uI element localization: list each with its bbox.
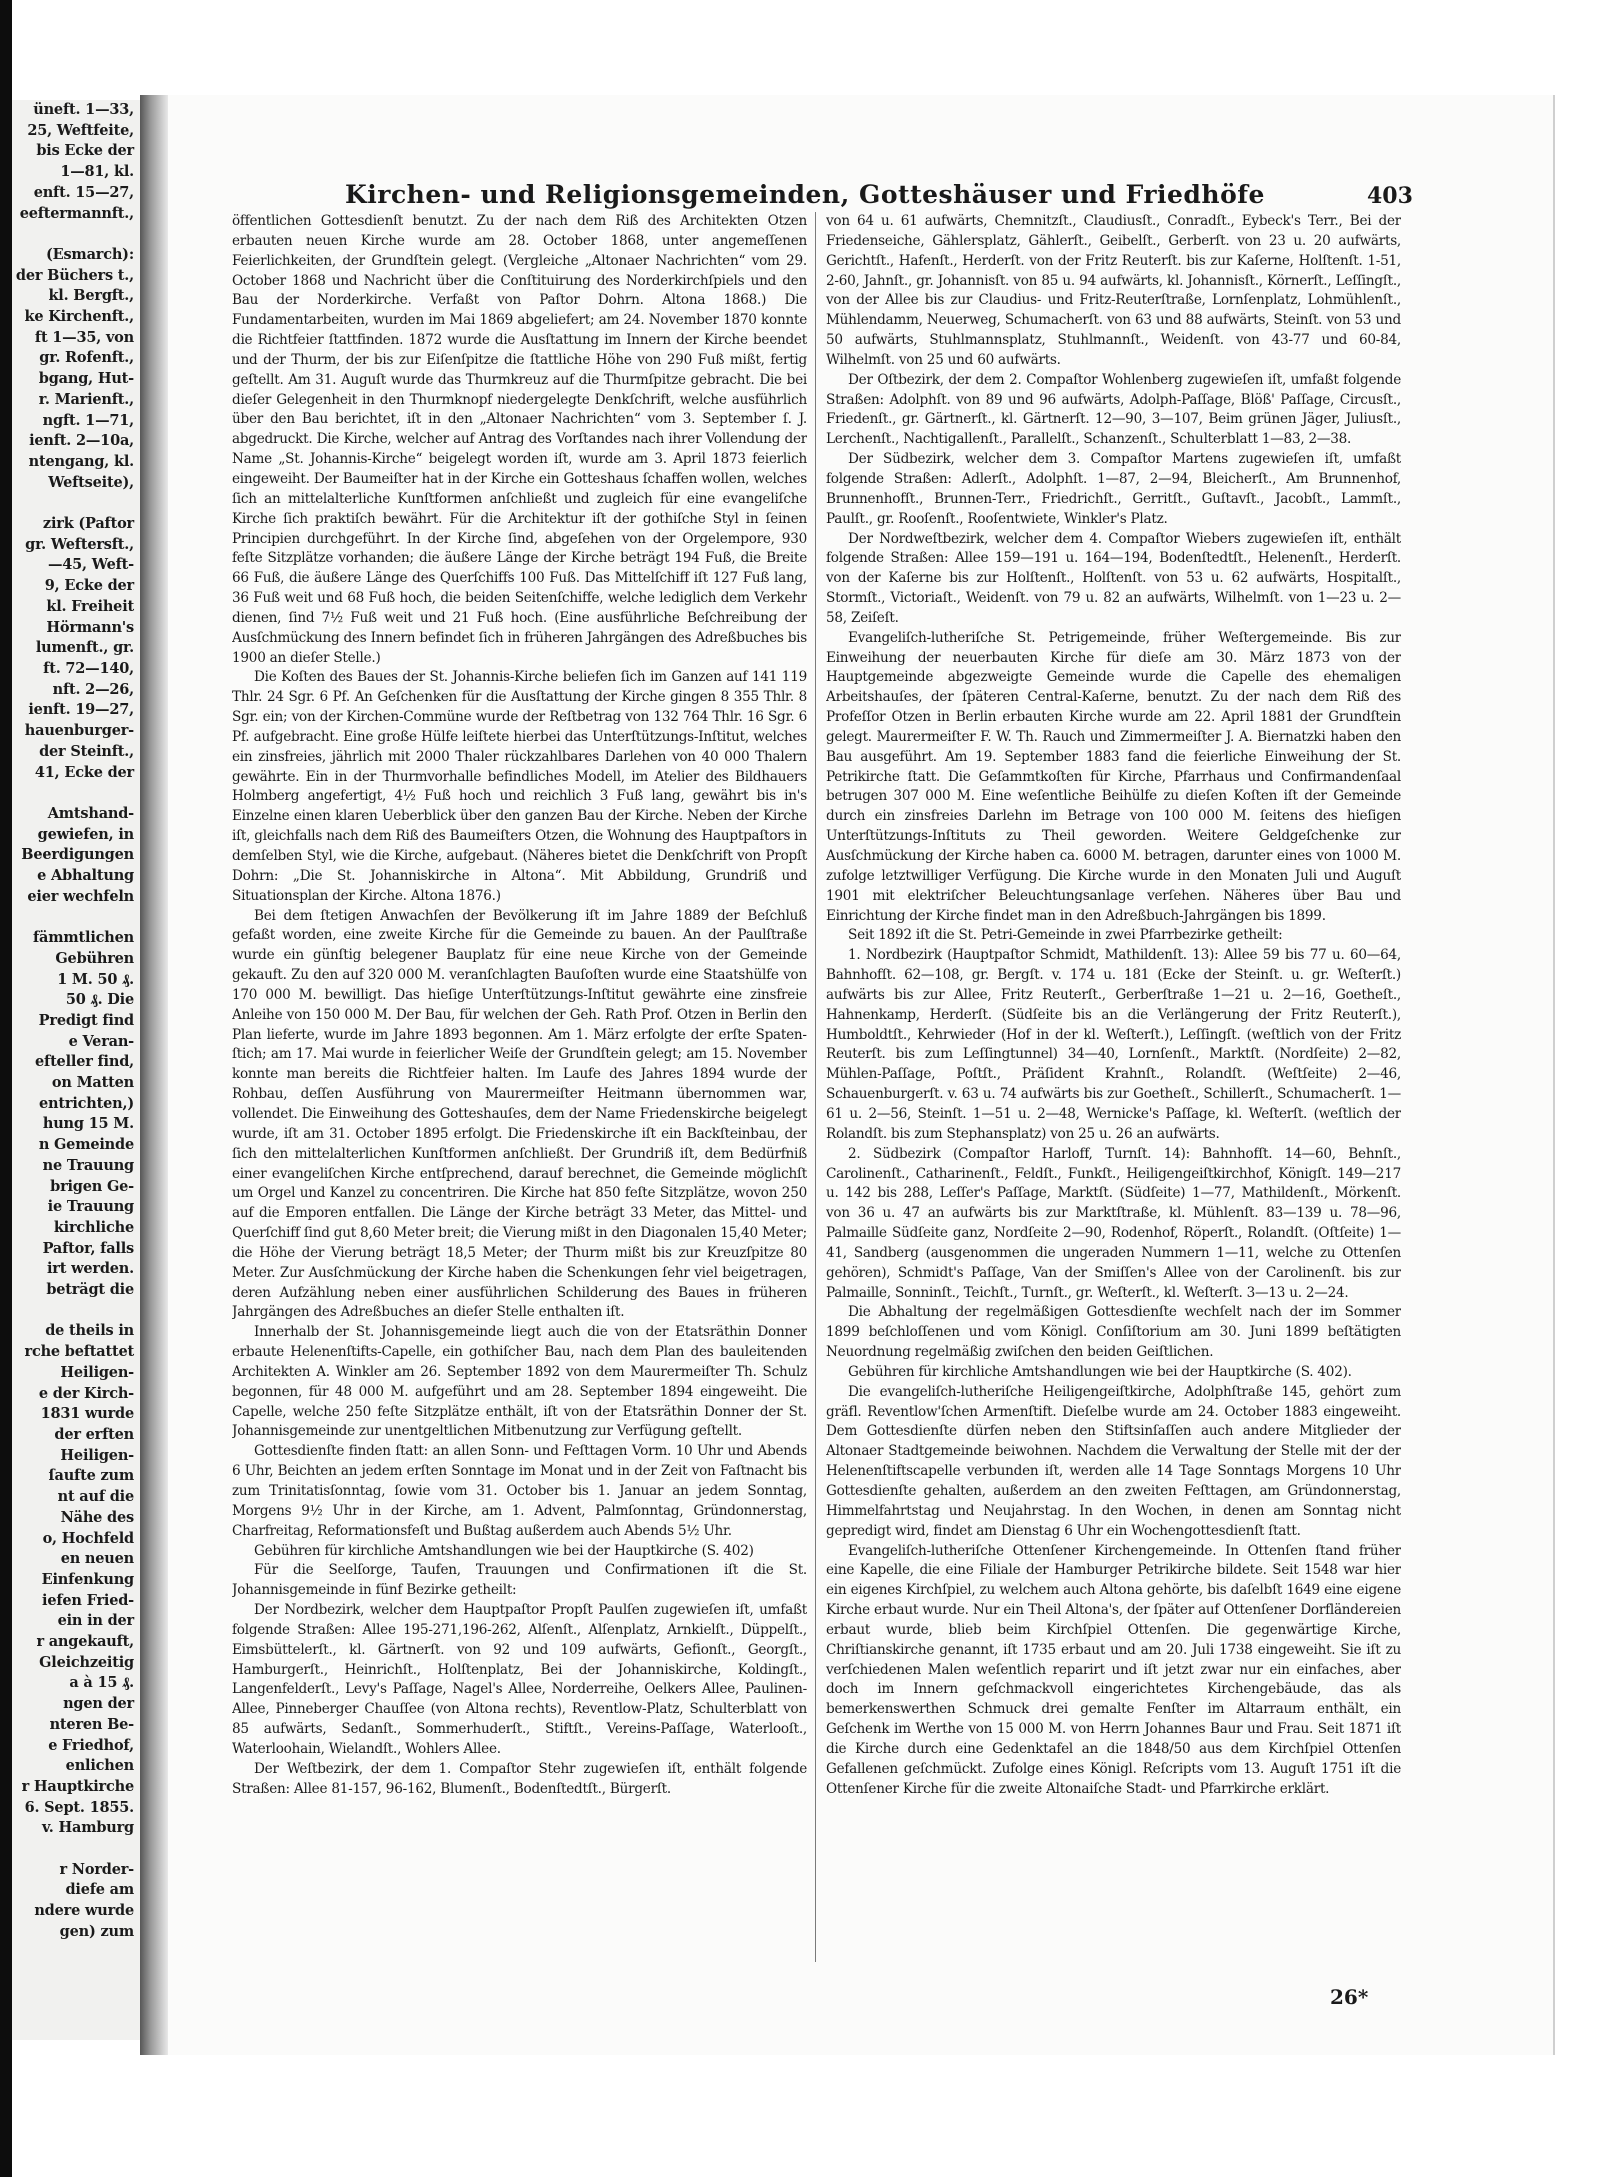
facing-page-line: brigen Ge-	[50, 1177, 134, 1195]
facing-page-line: ngft. 1—71,	[42, 411, 134, 429]
facing-page-line: ne Trauung	[42, 1156, 134, 1174]
column-divider	[815, 212, 816, 1962]
facing-page-line: ein in der	[57, 1612, 134, 1630]
paragraph: Für die Seelſorge, Taufen, Trauungen und Confirmationen iſt die St. Johannisgemeinde in fünf Bezirke getheilt:	[232, 1562, 807, 1599]
facing-page-line: r. Marienft.,	[38, 390, 134, 408]
facing-page-line: ft 1—35, von	[34, 328, 134, 346]
facing-page-line: hauenburger-	[24, 722, 134, 740]
facing-page-line: 50 ₰. Die	[65, 991, 134, 1009]
facing-page-line	[12, 224, 140, 245]
facing-page-line: n Gemeinde	[38, 1136, 134, 1154]
paragraph: Seit 1892 iſt die St. Petri-Gemeinde in zwei Pfarrbezirke getheilt:	[848, 927, 1283, 944]
page-number: 403	[1367, 183, 1413, 209]
facing-page-line: irt werden.	[47, 1260, 134, 1278]
facing-page-line	[12, 493, 140, 514]
running-head: Kirchen- und Religionsgemeinden, Gotteshäuser und Friedhöfe	[345, 180, 1265, 209]
facing-page-line: gewiefen, in	[37, 825, 134, 843]
facing-page-line: ke Kirchenft.,	[24, 308, 134, 326]
facing-page-line: kl. Bergft.,	[48, 287, 134, 305]
facing-page-line: efteller find,	[35, 1053, 134, 1071]
facing-page-line: de theils in	[45, 1322, 134, 1340]
facing-page-line: Hörmann's	[46, 618, 134, 636]
paragraph: von 64 u. 61 aufwärts, Chemnitzſt., Claudiusſt., Conradſt., Eybeck's Terr., Bei der Friedenseiche, Gählersplatz, Gählerſt., Geibelſt., Gerberſt. von 23 u. 20 aufwärts, Gerichtſt., Hafenſt., Herderſt. von der Fritz Reuterſt. bis zur Kaſerne, Holſtenſt. 1-51, 2-60, Jahnſt., gr. Johannisſt. von 85 u. 94 aufwärts, kl. Johannisſt., Körnerſt., Leſſingſt., von der Allee bis zur Claudius- und Fritz-Reuterſtraße, Lornſenplatz, Lohmühlenſt., Mühlendamm, Neuerweg, Schumacherſt. von 63 und 88 aufwärts, Steinſt. von 53 und 50 aufwärts, Stuhlmannsplatz, Stuhlmannſt., Weidenſt. von 43-77 und 60-84, Wilhelmſt. von 25 und 60 aufwärts.	[826, 213, 1401, 368]
facing-page-line: r Norder-	[59, 1860, 134, 1878]
facing-page-line	[12, 783, 140, 804]
paragraph: Bei dem ſtetigen Anwachſen der Bevölkerung iſt im Jahre 1889 der Beſchluß gefaßt worden, eine zweite Kirche für die Gemeinde zu bauen. An der Paulſtraße wurde ein günſtig belegener Bauplatz für eine neue Kirche von der Gemeinde gekauft. Zu den auf 320 000 M. veranſchlagten Bauſoſten wurde eine Staatshülfe von 170 000 M. bewilligt. Das hieſige Unterſtützungs-Inſtitut gewährte eine zinsfreie Anleihe von 150 000 M. Der Bau, für welchen der Geh. Rath Prof. Otzen in Berlin den Plan lieferte, wurde im Jahre 1893 begonnen. Am 1. März erfolgte der erſte Spatenſtich; am 17. Mai wurde in feierlicher Weiſe der Grundſtein gelegt; am 15. November konnte man bereits die Richtfeier halten. Im Laufe des Jahres 1894 wurde der Rohbau, deſſen Ausführung von Maurermeiſter Heitmann übernommen war, vollendet. Die Einweihung des Gotteshauſes, dem der Name Friedenskirche beigelegt wurde, iſt am 31. October 1895 erfolgt. Die Friedenskirche iſt ein Backſteinbau, der ſich den mittelalterlichen Kunſtformen anſchließt. Der Grundriß iſt, dem Bedürfniß einer evangeliſchen Kirche entſprechend, darauf berechnet, die Gemeinde möglichſt um Orgel und Kanzel zu concentriren. Die Kirche hat 850 feſte Sitzplätze, wovon 250 auf die Emporen entfallen. Die Länge der Kirche beträgt 33 Meter, das Mittel- und Querſchiff ſind gut 8,60 Meter breit; die Vierung mißt in den Diagonalen 15,40 Meter; die Höhe der Vierung beträgt 18,5 Meter; der Thurm mißt bis zur Kreuzſpitze 80 Meter. Zur Ausſchmückung der Kirche haben die Schenkungen ſehr viel beigetragen, deren Aufzählung neben einer ausführlichen Schilderung des Baues in früheren Jahrgängen des Adreßbuches an dieſer Stelle enthalten iſt.	[232, 907, 807, 1321]
facing-page-line: ntengang, kl.	[28, 452, 134, 470]
facing-page-line: nt auf die	[57, 1488, 134, 1506]
scan-border	[0, 0, 12, 2177]
facing-page-line: Predigt find	[38, 1011, 134, 1029]
paragraph: Evangeliſch-lutheriſche St. Petrigemeinde, früher Weſtergemeinde. Bis zur Einweihung der neuerbauten Kirche für dieſe am 30. März 1873 von der Hauptgemeinde abgezweigte Gemeinde wurde die Capelle des ehemaligen Arbeitshauſes, der ſpäteren Central-Kaſerne, benutzt. Zu der nach dem Riß des Profeſſor Otzen in Berlin erbauten Kirche wurde am 22. April 1881 der Grundſtein gelegt. Maurermeiſter F. W. Th. Rauch und Zimmermeiſter J. A. Biernatzki haben den Bau ausgeführt. Am 19. September 1883 fand die feierliche Einweihung der St. Petrikirche ſtatt. Die Geſammtkoſten für Kirche, Pfarrhaus und Confirmandenſaal betrugen 307 000 M. Eine weſentliche Beihülfe zu dieſen Koſten iſt der Gemeinde durch ein zinsfreies Darlehn im Betrage von 100 000 M. ſeitens des hieſigen Unterſtützungs-Inſtituts zu Theil geworden. Weitere Geldgeſchenke zur Ausſchmückung der Kirche haben ca. 6000 M. betragen, darunter eines von 1000 M. zufolge letztwilliger Verfügung. Die Kirche wurde in den Monaten Juli und Auguſt 1901 mit elektriſcher Beleuchtungsanlage verſehen. Näheres über Bau und Einrichtung der Kirche findet man in den Adreßbuch-Jahrgängen bis 1899.	[826, 629, 1401, 924]
facing-page-line: fämmtlichen	[33, 929, 134, 947]
facing-page-line: entrichten,)	[39, 1094, 134, 1112]
facing-page-line: enft. 15—27,	[33, 183, 134, 201]
facing-page-line: gen) zum	[59, 1922, 134, 1940]
paragraph: Innerhalb der St. Johannisgemeinde liegt auch die von der Etatsräthin Donner erbaute Helenenſtifts-Capelle, ein gothiſcher Bau, nach dem Plan des bauleitenden Architekten A. Winkler am 26. September 1892 von dem Maurermeiſter Th. Schulz begonnen, für 48 000 M. aufgeführt und am 28. September 1894 eingeweiht. Die Capelle, welche 250 feſte Sitzplätze enthält, iſt von der Etatsräthin Donner der St. Johannisgemeinde zur unentgeltlichen Mitbenutzung zur Verfügung geſtellt.	[232, 1324, 807, 1440]
paragraph: Der Nordweſtbezirk, welcher dem 4. Compaſtor Wiebers zugewieſen iſt, enthält folgende Straßen: Allee 159—191 u. 164—194, Bodenſtedtſt., Helenenſt., Herderſt. von der Kaſerne bis zur Holſtenſt., Holſtenſt. von 53 u. 62 aufwärts, Hospitalſt., Stormſt., Victoriaſt., Weidenſt. von 79 u. 82 an aufwärts, Wilhelmſt. von 1—23 u. 2—58, Zeiſeſt.	[826, 530, 1401, 626]
facing-page-line: Einfenkung	[41, 1570, 134, 1588]
facing-page-line: o, Hochfeld	[42, 1529, 134, 1547]
paragraph: Der Oſtbezirk, der dem 2. Compaſtor Wohlenberg zugewieſen iſt, umfaßt folgende Straßen: Adolphſt. von 89 und 96 aufwärts, Adolph-Paſſage, Blöß' Paſſage, Circusſt., Friedenſt., gr. Gärtnerſt., kl. Gärtnerſt. 12—90, 3—107, Beim grünen Jäger, Juliusſt., Lerchenſt., Nachtigallenſt., Parallelſt., Schanzenſt., Schulterblatt 1—83, 2—38.	[826, 371, 1401, 448]
facing-page-line: —45, Weft-	[47, 556, 134, 574]
book-gutter	[140, 95, 168, 2055]
facing-page-line: rche beftattet	[24, 1343, 134, 1361]
facing-page-line: a à 15 ₰.	[69, 1674, 134, 1692]
facing-page-line: eeftermannft.,	[19, 204, 134, 222]
facing-page-line	[12, 1839, 140, 1860]
facing-page-line: gr. Rofenft.,	[39, 349, 134, 367]
facing-page-line: ſaufte zum	[48, 1467, 134, 1485]
paragraph: Evangeliſch-lutheriſche Ottenſener Kirchengemeinde. In Ottenſen ſtand früher eine Kapelle, die eine Filiale der Hamburger Petrikirche bildete. Seit 1548 war hier ein eigenes Kirchſpiel, zu welchem auch Altona gehörte, bis daſelbſt 1649 eine eigene Kirche erbaut wurde. Nur ein Theil Altona's, der ſpäter auf Ottenſener Dorfländereien erbaut wurde, blieb beim Kirchſpiel Ottenſen. Die gegenwärtige Kirche, Chriſtianskirche genannt, iſt 1735 erbaut und am 20. Juli 1738 eingeweiht. Sie iſt zu verſchiedenen Malen weſentlich reparirt und iſt jetzt zwar nur ein einfaches, aber doch im Innern geſchmackvoll eingerichtetes Kirchengebäude, das als bemerkenswerthen Schmuck drei gemalte Fenſter im Altarraum enthält, ein Geſchenk im Werthe von 15 000 M. von Herrn Johannes Baur und Frau. Seit 1871 iſt die Kirche durch eine Gedenktafel an die 1848/50 aus dem Kirchſpiel Ottenſen Gefallenen geſchmückt. Zufolge eines Königl. Reſcripts vom 13. Auguſt 1751 iſt die Ottenſener Kirche für die zweite Altonaiſche Stadt- und Pfarrkirche erklärt.	[826, 1542, 1401, 1797]
facing-page-line: ie Trauung	[47, 1198, 134, 1216]
facing-page-line: ndere wurde	[34, 1902, 134, 1920]
facing-page-line: Beerdigungen	[21, 846, 134, 864]
paragraph: öffentlichen Gottesdienſt benutzt. Zu der nach dem Riß des Architekten Otzen erbauten neuen Kirche wurde am 28. October 1868, unter angemeſſenen Feierlichkeiten, der Grundſtein gelegt. (Vergleiche „Altonaer Nachrichten“ vom 29. October 1868 und Nachricht über die Conſtituirung des Norderkirchſpiels und den Bau der Norderkirche. Verfaßt von Paſtor Dohrn. Altona 1868.) Die Fundamentarbeiten, wurden im Mai 1869 abgeliefert; am 24. November 1870 konnte die Richtfeier ſtattfinden. 1872 wurde die Ausſtattung im Innern der Kirche beendet und der Thurm, der bis zur Eiſenſpitze die ſtattliche Höhe von 290 Fuß mißt, fertig geſtellt. Am 31. Auguſt wurde das Thurmkreuz auf die Thurmſpitze gebracht. Die bei dieſer Gelegenheit in den Thurmknopf niedergelegte Denkſchrift, welche ausführlich über den Bau berichtet, iſt in den „Altonaer Nachrichten“ vom 3. September ſ. J. abgedruckt. Die Kirche, welcher auf Antrag des Vorſtandes nach ihrer Vollendung der Name „St. Johannis-Kirche“ beigelegt worden iſt, wurde am 3. April 1873 feierlich eingeweiht. Der Baumeiſter hat in der Kirche ein Gotteshaus ſchaffen wollen, welches ſich an mittelalterliche Kunſtformen anſchließt und zugleich für eine evangeliſche Kirche ſich praktiſch bewährt. Für die Architektur iſt der gothiſche Styl in ſeinen Principien durchgeführt. In der Kirche ſind, abgeſehen von der Orgelempore, 930 feſte Sitzplätze vorhanden; die äußere Länge der Kirche beträgt 194 Fuß, die Breite 66 Fuß, die äußere Länge des Querſchiffs 100 Fuß. Das Mittelſchiff iſt 127 Fuß lang, 36 Fuß weit und 68 Fuß hoch, die beiden Seitenſchiffe, welche lediglich dem Verkehr dienen, ſind 7½ Fuß weit und 21 Fuß hoch. (Eine ausführliche Beſchreibung der Ausſchmückung des Innern befindet ſich in früheren Jahrgängen des Adreßbuches bis 1900 an dieſer Stelle.)	[232, 213, 807, 666]
facing-page-line: bgang, Hut-	[38, 370, 134, 388]
facing-page-line: e Veran-	[68, 1032, 134, 1050]
paragraph: Der Nordbezirk, welcher dem Hauptpaſtor Propſt Paulſen zugewieſen iſt, umfaßt folgende Straßen: Allee 195-271,196-262, Alſenſt., Alſenplatz, Arnkielſt., Düppelſt., Eimsbüttelerſt., kl. Gärtnerſt. von 92 und 109 aufwärts, Gefionſt., Georgſt., Hamburgerſt., Heinrichſt., Holſtenplatz, Bei der Johanniskirche, Koldingſt., Langenfelderſt., Levy's Paſſage, Nagel's Allee, Norderreihe, Oelkers Allee, Paulinen-Allee, Pinneberger Chauſſee (von Altona rechts), Reventlow-Platz, Schulterblatt von 85 aufwärts, Sedanſt., Sommerhuderſt., Stiftſt., Vereins-Paſſage, Waterlooſt., Waterloohain, Wielandſt., Wohlers Allee.	[232, 1602, 807, 1757]
signature-mark: 26*	[1330, 1985, 1369, 2009]
paragraph: Gebühren für kirchliche Amtshandlungen wie bei der Hauptkirche (S. 402).	[848, 1363, 1352, 1380]
facing-page-line: eier wechfeln	[27, 887, 134, 905]
facing-page-line: nteren Be-	[49, 1715, 134, 1733]
facing-page-line: e Abhaltung	[37, 867, 134, 885]
facing-page-line: r angekauft,	[36, 1633, 134, 1651]
facing-page-line	[12, 907, 140, 928]
facing-page-line: on Matten	[51, 1074, 134, 1092]
facing-page-line: Amtshand-	[47, 804, 134, 822]
facing-page-line: Paftor, falls	[42, 1239, 134, 1257]
facing-page-line: gr. Weftersft.,	[25, 535, 134, 553]
facing-page-line: ienft. 2—10a,	[29, 432, 134, 450]
facing-page-line: lumenft., gr.	[35, 639, 134, 657]
facing-page-line: 1—81, kl.	[60, 163, 134, 181]
paragraph: Gottesdienſte finden ſtatt: an allen Sonn- und Feſttagen Vorm. 10 Uhr und Abends 6 Uhr, Beichten an jedem erſten Sonntage im Monat und in der Zeit von Faſtnacht bis zum Trinitatisſonntag, ſowie vom 31. October bis 1. Januar an jedem Sonntag, Morgens 9½ Uhr in der Kirche, am 1. Advent, Palmſonntag, Gründonnerstag, Charfreitag, Reformationsfeſt und Bußtag außerdem auch Abends 5½ Uhr.	[232, 1443, 807, 1539]
facing-page-line: üneft. 1—33,	[33, 101, 134, 118]
facing-page-line: e Friedhof,	[48, 1736, 134, 1754]
facing-page-strip	[12, 100, 143, 2040]
paragraph: Gebühren für kirchliche Amtshandlungen wie bei der Hauptkirche (S. 402)	[254, 1542, 754, 1559]
paragraph: Der Weſtbezirk, der dem 1. Compaſtor Stehr zugewieſen iſt, enthält folgende Straßen: Allee 81-157, 96-162, Blumenſt., Bodenſtedtſt., Bürgerſt.	[232, 1760, 807, 1797]
facing-page-line: ienft. 19—27,	[28, 701, 134, 719]
facing-page-line: enlichen	[65, 1757, 134, 1775]
facing-page-line: Gleichzeitig	[39, 1653, 134, 1671]
facing-page-line: nft. 2—26,	[52, 680, 134, 698]
facing-page-line: zirk (Paftor	[42, 515, 134, 533]
facing-page-line: der Büchers t.,	[15, 266, 134, 284]
facing-page-line: 6. Sept. 1855.	[24, 1798, 134, 1816]
paragraph: Die Koſten des Baues der St. Johannis-Kirche beliefen ſich im Ganzen auf 141 119 Thlr. 24 Sgr. 6 Pf. An Geſchenken für die Ausſtattung der Kirche gingen 8 355 Thlr. 8 Sgr. ein; von der Kirchen-Commüne wurde der Reſtbetrag von 132 764 Thlr. 16 Sgr. 6 Pf. aufgebracht. Eine große Hülfe leiſtete hierbei das Unterſtützungs-Inſtitut, welches ein zinsfreies, jährlich mit 2000 Thaler rückzahlbares Darlehen von 40 000 Thalern gewährte. Ein in der Thurmvorhalle befindliches Modell, im Atelier des Bildhauers Holmberg angefertigt, 4½ Fuß hoch und reichlich 3 Fuß lang, gewährt bis in's Einzelne einen klaren Ueberblick über den ganzen Bau der Kirche. Neben der Kirche iſt, gleichfalls nach dem Riß des Baumeiſters Otzen, die Wohnung des Hauptpaſtors in demſelben Styl, wie die Kirche, aufgebaut. (Näheres bietet die Denkſchrift von Propſt Dohrn: „Die St. Johanniskirche in Altona“. Mit Abbildung, Grundriß und Situationsplan der Kirche. Altona 1876.)	[232, 669, 807, 904]
right-column	[826, 212, 1401, 1972]
facing-page-line: Heiligen-	[60, 1363, 134, 1381]
left-column	[232, 212, 807, 1972]
facing-page-line: Nähe des	[60, 1508, 134, 1526]
facing-page-line: 1831 wurde	[40, 1405, 134, 1423]
facing-page-line: 25, Weftfeite,	[27, 121, 134, 139]
facing-page-line: r Hauptkirche	[21, 1777, 134, 1795]
facing-page-line: 9, Ecke der	[44, 577, 134, 595]
facing-page-line: Weftseite),	[48, 473, 134, 491]
paragraph: Die Abhaltung der regelmäßigen Gottesdienſte wechſelt nach der im Sommer 1899 beſchloſſenen und vom Königl. Conſiſtorium am 30. Juni 1899 beſtätigten Neuordnung regelmäßig zwiſchen den beiden Geiſtlichen.	[826, 1304, 1401, 1361]
facing-page-line: ngen der	[63, 1695, 134, 1713]
facing-page-line: e der Kirch-	[38, 1384, 134, 1402]
facing-page-line: Gebühren	[55, 949, 134, 967]
facing-page-line: beträgt die	[46, 1281, 134, 1299]
facing-page-line: diefe am	[65, 1881, 134, 1899]
paragraph: Der Südbezirk, welcher dem 3. Compaſtor Martens zugewieſen iſt, umfaßt folgende Straßen: Adlerſt., Adolphſt. 1—87, 2—94, Bleicherſt., Am Brunnenhof, Brunnenhofſt., Brunnen-Terr., Friedrichſt., Gerritſt., Guſtavſt., Jacobſt., Lammſt., Paulſt., gr. Rooſenſt., Rooſentwiete, Winkler's Platz.	[826, 451, 1401, 527]
facing-page-line: (Esmarch):	[45, 245, 134, 263]
facing-page-line: der Steinft.,	[39, 742, 134, 760]
paragraph: Die evangeliſch-lutheriſche Heiligengeiſtkirche, Adolphſtraße 145, gehört zum gräfl. Reventlow'ſchen Armenſtift. Dieſelbe wurde am 24. October 1883 eingeweiht. Dem Gottesdienſte dürfen neben den Stiftsinſaſſen auch andere Mitglieder der Altonaer Stadtgemeinde beiwohnen. Nachdem die Verwaltung der Stelle mit der der Helenenſtiftscapelle verbunden iſt, werden alle 14 Tage Sonntags Morgens 10 Uhr Gottesdienſte gehalten, außerdem an den zweiten Feſttagen, am Gründonnerstag, Himmelfahrtstag und Neujahrstag. In den Wochen, in denen am Sonntag nicht gepredigt wird, findet am Dienstag 6 Uhr ein Wochengottesdienſt ſtatt.	[826, 1383, 1401, 1539]
facing-page-line: hung 15 M.	[42, 1115, 134, 1133]
facing-page-line: bis Ecke der	[36, 142, 134, 160]
facing-page-line: kl. Freiheit	[46, 597, 134, 615]
facing-page-line: en neuen	[60, 1550, 134, 1568]
facing-page-line: 1 M. 50 ₰.	[57, 970, 134, 988]
facing-page-line: ft. 72—140,	[43, 659, 134, 677]
facing-page-line	[12, 1301, 140, 1322]
facing-page-line: 41, Ecke der	[34, 763, 134, 781]
facing-page-line: kirchliche	[53, 1218, 134, 1236]
paragraph: 1. Nordbezirk (Hauptpaſtor Schmidt, Mathildenſt. 13): Allee 59 bis 77 u. 60—64, Bahnhofſt. 62—108, gr. Bergſt. v. 174 u. 181 (Ecke der Steinſt. u. gr. Weſterſt.) aufwärts bis zur Allee, Fritz Reuterſt., Gerberſtraße 1—21 u. 2—16, Goetheſt., Hahnenkamp, Herderſt. (Südſeite bis an die Verlängerung der Fritz Reuterſt.), Humboldtſt., Kehrwieder (Hof in der kl. Weſterſt.), Leſſingſt. (weſtlich von der Fritz Reuterſt. bis zum Leſſingtunnel) 34—40, Lornſenſt., Marktſt. (Nordſeite) 2—82, Mühlen-Paſſage, Poſtſt., Präſident Krahnſt., Rolandſt. (Weſtſeite) 2—46, Schauenburgerſt. v. 63 u. 74 aufwärts bis zur Goetheſt., Schillerſt., Schumacherſt. 1—61 u. 2—56, Steinſt. 1—51 u. 2—48, Wernicke's Paſſage, kl. Weſterſt. (weſtlich der Rolandſt. bis zum Stephansplatz) von 25 u. 26 an aufwärts.	[826, 947, 1401, 1142]
paragraph: 2. Südbezirk (Compaſtor Harloff, Turnſt. 14): Bahnhofſt. 14—60, Behnſt., Carolinenſt., Catharinenſt., Feldſt., Funkſt., Heiligengeiſtkirchhof, Königſt. 149—217 u. 142 bis 288, Leſſer's Paſſage, Marktſt. (Südſeite) 1—77, Mathildenſt., Mörkenſt. von 36 u. 47 an aufwärts bis zur Marktſtraße, kl. Mühlenſt. 83—139 u. 78—96, Palmaille Südſeite ganz, Nordſeite 2—90, Rodenhof, Röperſt., Rolandſt. (Oſtſeite) 1—41, Sandberg (ausgenommen die ungeraden Nummern 1—11, welche zu Ottenſen gehören), Schmidt's Paſſage, Van der Smiſſen's Allee von der Carolinenſt. bis zur Palmaille, Sonninſt., Teichſt., Turnſt., gr. Weſterſt., kl. Weſterſt. 3—13 u. 2—24.	[826, 1145, 1401, 1301]
facing-page-line: iefen Fried-	[42, 1591, 134, 1609]
facing-page-line: der erften	[54, 1426, 134, 1443]
facing-page-line: v. Hamburg	[42, 1819, 134, 1837]
facing-page-line: Heiligen-	[60, 1446, 134, 1464]
